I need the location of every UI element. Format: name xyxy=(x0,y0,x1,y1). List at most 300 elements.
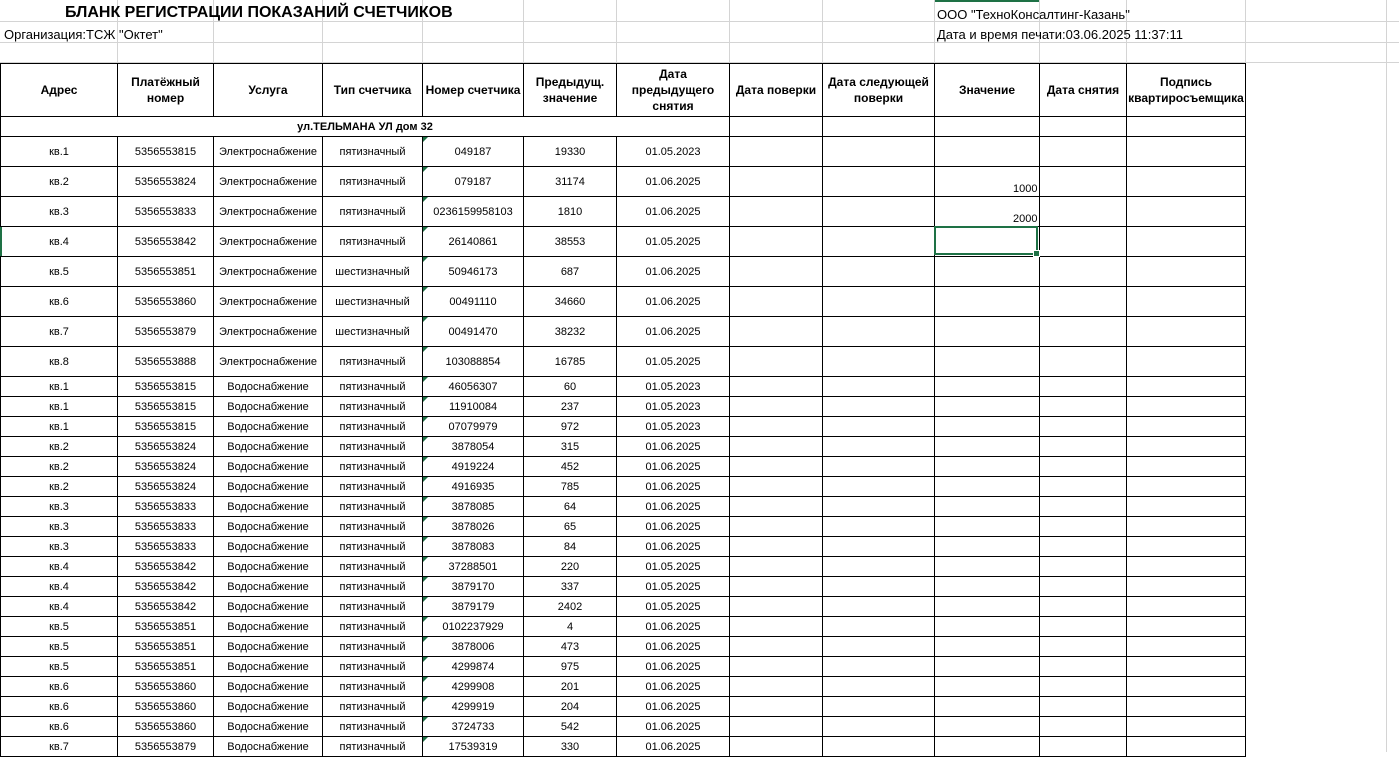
payment-number-cell[interactable]: 5356553851 xyxy=(118,257,214,287)
signature-cell[interactable] xyxy=(1127,597,1246,617)
meter-number-cell[interactable]: 4299919 xyxy=(423,697,524,717)
next-check-date-cell[interactable] xyxy=(823,637,935,657)
col-header-payment-number[interactable]: Платёжный номер xyxy=(118,64,214,117)
check-date-cell[interactable] xyxy=(730,597,823,617)
prev-value-cell[interactable]: 19330 xyxy=(524,137,617,167)
meter-number-cell[interactable]: 50946173 xyxy=(423,257,524,287)
prev-date-cell[interactable]: 01.06.2025 xyxy=(617,657,730,677)
col-header-address[interactable]: Адрес xyxy=(1,64,118,117)
next-check-date-cell[interactable] xyxy=(823,437,935,457)
prev-value-cell[interactable]: 1810 xyxy=(524,197,617,227)
col-header-reading-date[interactable]: Дата снятия xyxy=(1040,64,1127,117)
signature-cell[interactable] xyxy=(1127,637,1246,657)
address-cell[interactable]: кв.2 xyxy=(1,477,118,497)
meter-number-cell[interactable]: 3879170 xyxy=(423,577,524,597)
prev-date-cell[interactable]: 01.05.2025 xyxy=(617,227,730,257)
next-check-date-cell[interactable] xyxy=(823,167,935,197)
prev-date-cell[interactable]: 01.06.2025 xyxy=(617,637,730,657)
reading-date-cell[interactable] xyxy=(1040,197,1127,227)
signature-cell[interactable] xyxy=(1127,437,1246,457)
meter-number-cell[interactable]: 11910084 xyxy=(423,397,524,417)
payment-number-cell[interactable]: 5356553833 xyxy=(118,517,214,537)
reading-date-cell[interactable] xyxy=(1040,617,1127,637)
reading-date-cell[interactable] xyxy=(1040,457,1127,477)
check-date-cell[interactable] xyxy=(730,437,823,457)
meter-number-cell[interactable]: 4299874 xyxy=(423,657,524,677)
signature-cell[interactable] xyxy=(1127,717,1246,737)
meter-number-cell[interactable]: 049187 xyxy=(423,137,524,167)
service-cell[interactable]: Водоснабжение xyxy=(214,397,323,417)
value-cell[interactable] xyxy=(935,377,1040,397)
next-check-date-cell[interactable] xyxy=(823,197,935,227)
prev-value-cell[interactable]: 337 xyxy=(524,577,617,597)
prev-date-cell[interactable]: 01.06.2025 xyxy=(617,717,730,737)
value-cell[interactable] xyxy=(935,477,1040,497)
signature-cell[interactable] xyxy=(1127,737,1246,757)
next-check-date-cell[interactable] xyxy=(823,137,935,167)
prev-value-cell[interactable]: 315 xyxy=(524,437,617,457)
prev-date-cell[interactable]: 01.05.2025 xyxy=(617,557,730,577)
meter-number-cell[interactable]: 4299908 xyxy=(423,677,524,697)
service-cell[interactable]: Водоснабжение xyxy=(214,377,323,397)
signature-cell[interactable] xyxy=(1127,657,1246,677)
prev-date-cell[interactable]: 01.06.2025 xyxy=(617,497,730,517)
address-cell[interactable]: кв.5 xyxy=(1,617,118,637)
check-date-cell[interactable] xyxy=(730,347,823,377)
reading-date-cell[interactable] xyxy=(1040,167,1127,197)
address-cell[interactable]: кв.3 xyxy=(1,197,118,227)
prev-value-cell[interactable]: 64 xyxy=(524,497,617,517)
check-date-cell[interactable] xyxy=(730,657,823,677)
address-cell[interactable]: кв.3 xyxy=(1,537,118,557)
service-cell[interactable]: Водоснабжение xyxy=(214,577,323,597)
meter-type-cell[interactable]: пятизначный xyxy=(323,657,423,677)
value-cell[interactable] xyxy=(935,657,1040,677)
address-cell[interactable]: кв.5 xyxy=(1,657,118,677)
payment-number-cell[interactable]: 5356553860 xyxy=(118,717,214,737)
payment-number-cell[interactable]: 5356553833 xyxy=(118,537,214,557)
entered-value-cell[interactable]: 1000 xyxy=(1013,183,1038,195)
meter-type-cell[interactable]: пятизначный xyxy=(323,137,423,167)
check-date-cell[interactable] xyxy=(730,227,823,257)
prev-value-cell[interactable]: 2402 xyxy=(524,597,617,617)
signature-cell[interactable] xyxy=(1127,287,1246,317)
reading-date-cell[interactable] xyxy=(1040,437,1127,457)
col-header-service[interactable]: Услуга xyxy=(214,64,323,117)
value-cell[interactable] xyxy=(935,577,1040,597)
service-cell[interactable]: Электроснабжение xyxy=(214,227,323,257)
value-cell[interactable] xyxy=(935,347,1040,377)
service-cell[interactable]: Водоснабжение xyxy=(214,737,323,757)
service-cell[interactable]: Водоснабжение xyxy=(214,677,323,697)
service-cell[interactable]: Водоснабжение xyxy=(214,657,323,677)
next-check-date-cell[interactable] xyxy=(823,477,935,497)
meter-number-cell[interactable]: 46056307 xyxy=(423,377,524,397)
reading-date-cell[interactable] xyxy=(1040,657,1127,677)
address-cell[interactable]: кв.4 xyxy=(1,577,118,597)
meter-number-cell[interactable]: 0236159958103 xyxy=(423,197,524,227)
service-cell[interactable]: Электроснабжение xyxy=(214,167,323,197)
payment-number-cell[interactable]: 5356553815 xyxy=(118,377,214,397)
prev-value-cell[interactable]: 204 xyxy=(524,697,617,717)
value-cell[interactable] xyxy=(935,437,1040,457)
signature-cell[interactable] xyxy=(1127,167,1246,197)
signature-cell[interactable] xyxy=(1127,227,1246,257)
meter-type-cell[interactable]: пятизначный xyxy=(323,677,423,697)
meter-type-cell[interactable]: пятизначный xyxy=(323,537,423,557)
payment-number-cell[interactable]: 5356553842 xyxy=(118,577,214,597)
check-date-cell[interactable] xyxy=(730,697,823,717)
next-check-date-cell[interactable] xyxy=(823,617,935,637)
meter-type-cell[interactable]: пятизначный xyxy=(323,457,423,477)
prev-date-cell[interactable]: 01.06.2025 xyxy=(617,617,730,637)
signature-cell[interactable] xyxy=(1127,257,1246,287)
value-cell[interactable] xyxy=(935,637,1040,657)
prev-value-cell[interactable]: 785 xyxy=(524,477,617,497)
check-date-cell[interactable] xyxy=(730,617,823,637)
reading-date-cell[interactable] xyxy=(1040,397,1127,417)
payment-number-cell[interactable]: 5356553815 xyxy=(118,417,214,437)
meter-type-cell[interactable]: пятизначный xyxy=(323,617,423,637)
meter-type-cell[interactable]: пятизначный xyxy=(323,437,423,457)
meter-type-cell[interactable]: пятизначный xyxy=(323,347,423,377)
check-date-cell[interactable] xyxy=(730,137,823,167)
service-cell[interactable]: Водоснабжение xyxy=(214,457,323,477)
address-cell[interactable]: кв.1 xyxy=(1,397,118,417)
col-header-next-check-date[interactable]: Дата следующей поверки xyxy=(823,64,935,117)
meter-type-cell[interactable]: пятизначный xyxy=(323,497,423,517)
payment-number-cell[interactable]: 5356553888 xyxy=(118,347,214,377)
next-check-date-cell[interactable] xyxy=(823,417,935,437)
prev-value-cell[interactable]: 975 xyxy=(524,657,617,677)
meter-number-cell[interactable]: 3724733 xyxy=(423,717,524,737)
prev-value-cell[interactable]: 220 xyxy=(524,557,617,577)
address-cell[interactable]: кв.1 xyxy=(1,417,118,437)
value-cell[interactable] xyxy=(935,287,1040,317)
signature-cell[interactable] xyxy=(1127,677,1246,697)
signature-cell[interactable] xyxy=(1127,617,1246,637)
meter-number-cell[interactable]: 3878054 xyxy=(423,437,524,457)
meter-type-cell[interactable]: пятизначный xyxy=(323,637,423,657)
check-date-cell[interactable] xyxy=(730,287,823,317)
next-check-date-cell[interactable] xyxy=(823,657,935,677)
meter-type-cell[interactable]: пятизначный xyxy=(323,417,423,437)
service-cell[interactable]: Водоснабжение xyxy=(214,697,323,717)
check-date-cell[interactable] xyxy=(730,197,823,227)
prev-date-cell[interactable]: 01.06.2025 xyxy=(617,167,730,197)
prev-date-cell[interactable]: 01.06.2025 xyxy=(617,317,730,347)
payment-number-cell[interactable]: 5356553879 xyxy=(118,317,214,347)
signature-cell[interactable] xyxy=(1127,517,1246,537)
check-date-cell[interactable] xyxy=(730,417,823,437)
payment-number-cell[interactable]: 5356553815 xyxy=(118,137,214,167)
address-cell[interactable]: кв.5 xyxy=(1,637,118,657)
meter-type-cell[interactable]: пятизначный xyxy=(323,197,423,227)
next-check-date-cell[interactable] xyxy=(823,537,935,557)
signature-cell[interactable] xyxy=(1127,397,1246,417)
meter-type-cell[interactable]: шестизначный xyxy=(323,287,423,317)
meter-number-cell[interactable]: 17539319 xyxy=(423,737,524,757)
reading-date-cell[interactable] xyxy=(1040,577,1127,597)
reading-date-cell[interactable] xyxy=(1040,557,1127,577)
meter-number-cell[interactable]: 0102237929 xyxy=(423,617,524,637)
col-header-meter-number[interactable]: Номер счетчика xyxy=(423,64,524,117)
service-cell[interactable]: Водоснабжение xyxy=(214,617,323,637)
reading-date-cell[interactable] xyxy=(1040,717,1127,737)
reading-date-cell[interactable] xyxy=(1040,597,1127,617)
signature-cell[interactable] xyxy=(1127,197,1246,227)
reading-date-cell[interactable] xyxy=(1040,287,1127,317)
next-check-date-cell[interactable] xyxy=(823,377,935,397)
value-cell[interactable] xyxy=(935,517,1040,537)
meter-number-cell[interactable]: 07079979 xyxy=(423,417,524,437)
address-cell[interactable]: кв.6 xyxy=(1,677,118,697)
col-header-check-date[interactable]: Дата поверки xyxy=(730,64,823,117)
payment-number-cell[interactable]: 5356553860 xyxy=(118,677,214,697)
check-date-cell[interactable] xyxy=(730,737,823,757)
value-cell[interactable] xyxy=(935,597,1040,617)
prev-value-cell[interactable]: 65 xyxy=(524,517,617,537)
group-empty-cell[interactable] xyxy=(823,117,935,137)
value-cell[interactable] xyxy=(935,457,1040,477)
prev-date-cell[interactable]: 01.06.2025 xyxy=(617,197,730,227)
meter-number-cell[interactable]: 3878026 xyxy=(423,517,524,537)
payment-number-cell[interactable]: 5356553860 xyxy=(118,697,214,717)
signature-cell[interactable] xyxy=(1127,417,1246,437)
next-check-date-cell[interactable] xyxy=(823,257,935,287)
next-check-date-cell[interactable] xyxy=(823,737,935,757)
reading-date-cell[interactable] xyxy=(1040,497,1127,517)
payment-number-cell[interactable]: 5356553879 xyxy=(118,737,214,757)
payment-number-cell[interactable]: 5356553824 xyxy=(118,477,214,497)
service-cell[interactable]: Водоснабжение xyxy=(214,597,323,617)
prev-value-cell[interactable]: 60 xyxy=(524,377,617,397)
meter-number-cell[interactable]: 00491110 xyxy=(423,287,524,317)
check-date-cell[interactable] xyxy=(730,637,823,657)
value-cell[interactable] xyxy=(935,697,1040,717)
meter-type-cell[interactable]: пятизначный xyxy=(323,717,423,737)
check-date-cell[interactable] xyxy=(730,537,823,557)
meter-type-cell[interactable]: пятизначный xyxy=(323,557,423,577)
service-cell[interactable]: Водоснабжение xyxy=(214,557,323,577)
value-cell[interactable] xyxy=(935,137,1040,167)
prev-date-cell[interactable]: 01.05.2025 xyxy=(617,597,730,617)
meter-number-cell[interactable]: 4919224 xyxy=(423,457,524,477)
address-cell[interactable]: кв.6 xyxy=(1,287,118,317)
reading-date-cell[interactable] xyxy=(1040,477,1127,497)
prev-date-cell[interactable]: 01.06.2025 xyxy=(617,697,730,717)
reading-date-cell[interactable] xyxy=(1040,377,1127,397)
service-cell[interactable]: Электроснабжение xyxy=(214,197,323,227)
service-cell[interactable]: Электроснабжение xyxy=(214,287,323,317)
prev-date-cell[interactable]: 01.05.2023 xyxy=(617,377,730,397)
value-cell[interactable] xyxy=(935,397,1040,417)
next-check-date-cell[interactable] xyxy=(823,697,935,717)
meter-type-cell[interactable]: пятизначный xyxy=(323,517,423,537)
meter-type-cell[interactable]: пятизначный xyxy=(323,397,423,417)
address-cell[interactable]: кв.2 xyxy=(1,437,118,457)
col-header-meter-type[interactable]: Тип счетчика xyxy=(323,64,423,117)
address-cell[interactable]: кв.6 xyxy=(1,697,118,717)
value-cell[interactable] xyxy=(935,617,1040,637)
signature-cell[interactable] xyxy=(1127,317,1246,347)
meter-number-cell[interactable]: 079187 xyxy=(423,167,524,197)
check-date-cell[interactable] xyxy=(730,677,823,697)
prev-value-cell[interactable]: 330 xyxy=(524,737,617,757)
reading-date-cell[interactable] xyxy=(1040,517,1127,537)
check-date-cell[interactable] xyxy=(730,457,823,477)
meter-number-cell[interactable]: 37288501 xyxy=(423,557,524,577)
address-cell[interactable]: кв.7 xyxy=(1,317,118,347)
value-cell[interactable] xyxy=(935,717,1040,737)
service-cell[interactable]: Электроснабжение xyxy=(214,137,323,167)
address-cell[interactable]: кв.1 xyxy=(1,377,118,397)
address-cell[interactable]: кв.4 xyxy=(1,557,118,577)
meter-number-cell[interactable]: 00491470 xyxy=(423,317,524,347)
prev-value-cell[interactable]: 542 xyxy=(524,717,617,737)
prev-value-cell[interactable]: 31174 xyxy=(524,167,617,197)
value-cell[interactable] xyxy=(935,257,1040,287)
payment-number-cell[interactable]: 5356553842 xyxy=(118,227,214,257)
meter-type-cell[interactable]: пятизначный xyxy=(323,737,423,757)
check-date-cell[interactable] xyxy=(730,167,823,197)
prev-date-cell[interactable]: 01.06.2025 xyxy=(617,517,730,537)
prev-date-cell[interactable]: 01.06.2025 xyxy=(617,737,730,757)
check-date-cell[interactable] xyxy=(730,317,823,347)
prev-date-cell[interactable]: 01.06.2025 xyxy=(617,457,730,477)
signature-cell[interactable] xyxy=(1127,697,1246,717)
address-cell[interactable]: кв.2 xyxy=(1,457,118,477)
address-cell[interactable]: кв.5 xyxy=(1,257,118,287)
meter-type-cell[interactable]: пятизначный xyxy=(323,477,423,497)
check-date-cell[interactable] xyxy=(730,557,823,577)
reading-date-cell[interactable] xyxy=(1040,257,1127,287)
payment-number-cell[interactable]: 5356553815 xyxy=(118,397,214,417)
signature-cell[interactable] xyxy=(1127,537,1246,557)
col-header-value[interactable]: Значение xyxy=(935,64,1040,117)
reading-date-cell[interactable] xyxy=(1040,347,1127,377)
check-date-cell[interactable] xyxy=(730,517,823,537)
next-check-date-cell[interactable] xyxy=(823,557,935,577)
service-cell[interactable]: Водоснабжение xyxy=(214,537,323,557)
prev-value-cell[interactable]: 237 xyxy=(524,397,617,417)
prev-value-cell[interactable]: 16785 xyxy=(524,347,617,377)
payment-number-cell[interactable]: 5356553860 xyxy=(118,287,214,317)
meter-type-cell[interactable]: пятизначный xyxy=(323,377,423,397)
check-date-cell[interactable] xyxy=(730,377,823,397)
meter-type-cell[interactable]: пятизначный xyxy=(323,167,423,197)
prev-value-cell[interactable]: 687 xyxy=(524,257,617,287)
next-check-date-cell[interactable] xyxy=(823,497,935,517)
check-date-cell[interactable] xyxy=(730,577,823,597)
service-cell[interactable]: Водоснабжение xyxy=(214,417,323,437)
meter-type-cell[interactable]: пятизначный xyxy=(323,697,423,717)
check-date-cell[interactable] xyxy=(730,497,823,517)
check-date-cell[interactable] xyxy=(730,717,823,737)
prev-value-cell[interactable]: 38232 xyxy=(524,317,617,347)
address-cell[interactable]: кв.4 xyxy=(1,597,118,617)
value-cell[interactable] xyxy=(935,417,1040,437)
meter-number-cell[interactable]: 103088854 xyxy=(423,347,524,377)
prev-value-cell[interactable]: 201 xyxy=(524,677,617,697)
prev-date-cell[interactable]: 01.06.2025 xyxy=(617,287,730,317)
reading-date-cell[interactable] xyxy=(1040,317,1127,347)
col-header-prev-date[interactable]: Дата предыдущего снятия xyxy=(617,64,730,117)
address-cell[interactable]: кв.8 xyxy=(1,347,118,377)
address-cell[interactable]: кв.6 xyxy=(1,717,118,737)
prev-date-cell[interactable]: 01.05.2023 xyxy=(617,417,730,437)
next-check-date-cell[interactable] xyxy=(823,317,935,347)
next-check-date-cell[interactable] xyxy=(823,517,935,537)
next-check-date-cell[interactable] xyxy=(823,397,935,417)
next-check-date-cell[interactable] xyxy=(823,677,935,697)
prev-value-cell[interactable]: 34660 xyxy=(524,287,617,317)
reading-date-cell[interactable] xyxy=(1040,737,1127,757)
service-cell[interactable]: Электроснабжение xyxy=(214,347,323,377)
signature-cell[interactable] xyxy=(1127,577,1246,597)
payment-number-cell[interactable]: 5356553851 xyxy=(118,657,214,677)
prev-date-cell[interactable]: 01.05.2023 xyxy=(617,137,730,167)
signature-cell[interactable] xyxy=(1127,497,1246,517)
meter-number-cell[interactable]: 3878083 xyxy=(423,537,524,557)
payment-number-cell[interactable]: 5356553842 xyxy=(118,597,214,617)
meter-number-cell[interactable]: 4916935 xyxy=(423,477,524,497)
meter-number-cell[interactable]: 3879179 xyxy=(423,597,524,617)
prev-value-cell[interactable]: 972 xyxy=(524,417,617,437)
reading-date-cell[interactable] xyxy=(1040,227,1127,257)
next-check-date-cell[interactable] xyxy=(823,597,935,617)
meter-number-cell[interactable]: 3878085 xyxy=(423,497,524,517)
service-cell[interactable]: Водоснабжение xyxy=(214,437,323,457)
reading-date-cell[interactable] xyxy=(1040,537,1127,557)
address-cell[interactable]: кв.2 xyxy=(1,167,118,197)
signature-cell[interactable] xyxy=(1127,137,1246,167)
entered-value-cell[interactable]: 2000 xyxy=(1013,213,1038,225)
value-cell[interactable] xyxy=(935,677,1040,697)
signature-cell[interactable] xyxy=(1127,457,1246,477)
meter-type-cell[interactable]: шестизначный xyxy=(323,257,423,287)
group-empty-cell[interactable] xyxy=(1127,117,1246,137)
reading-date-cell[interactable] xyxy=(1040,677,1127,697)
payment-number-cell[interactable]: 5356553851 xyxy=(118,617,214,637)
prev-date-cell[interactable]: 01.05.2023 xyxy=(617,397,730,417)
active-cell-selection[interactable] xyxy=(934,226,1038,255)
value-cell[interactable] xyxy=(935,537,1040,557)
service-cell[interactable]: Электроснабжение xyxy=(214,317,323,347)
meter-number-cell[interactable]: 26140861 xyxy=(423,227,524,257)
prev-date-cell[interactable]: 01.05.2025 xyxy=(617,347,730,377)
signature-cell[interactable] xyxy=(1127,477,1246,497)
next-check-date-cell[interactable] xyxy=(823,347,935,377)
payment-number-cell[interactable]: 5356553824 xyxy=(118,457,214,477)
prev-date-cell[interactable]: 01.06.2025 xyxy=(617,537,730,557)
next-check-date-cell[interactable] xyxy=(823,457,935,477)
address-cell[interactable]: кв.7 xyxy=(1,737,118,757)
check-date-cell[interactable] xyxy=(730,477,823,497)
value-cell[interactable] xyxy=(935,317,1040,347)
check-date-cell[interactable] xyxy=(730,257,823,287)
payment-number-cell[interactable]: 5356553851 xyxy=(118,637,214,657)
meter-type-cell[interactable]: пятизначный xyxy=(323,227,423,257)
payment-number-cell[interactable]: 5356553833 xyxy=(118,197,214,227)
meter-type-cell[interactable]: шестизначный xyxy=(323,317,423,347)
prev-date-cell[interactable]: 01.06.2025 xyxy=(617,677,730,697)
prev-date-cell[interactable]: 01.06.2025 xyxy=(617,477,730,497)
col-header-prev-value[interactable]: Предыдущ. значение xyxy=(524,64,617,117)
signature-cell[interactable] xyxy=(1127,557,1246,577)
address-cell[interactable]: кв.4 xyxy=(1,227,118,257)
reading-date-cell[interactable] xyxy=(1040,137,1127,167)
